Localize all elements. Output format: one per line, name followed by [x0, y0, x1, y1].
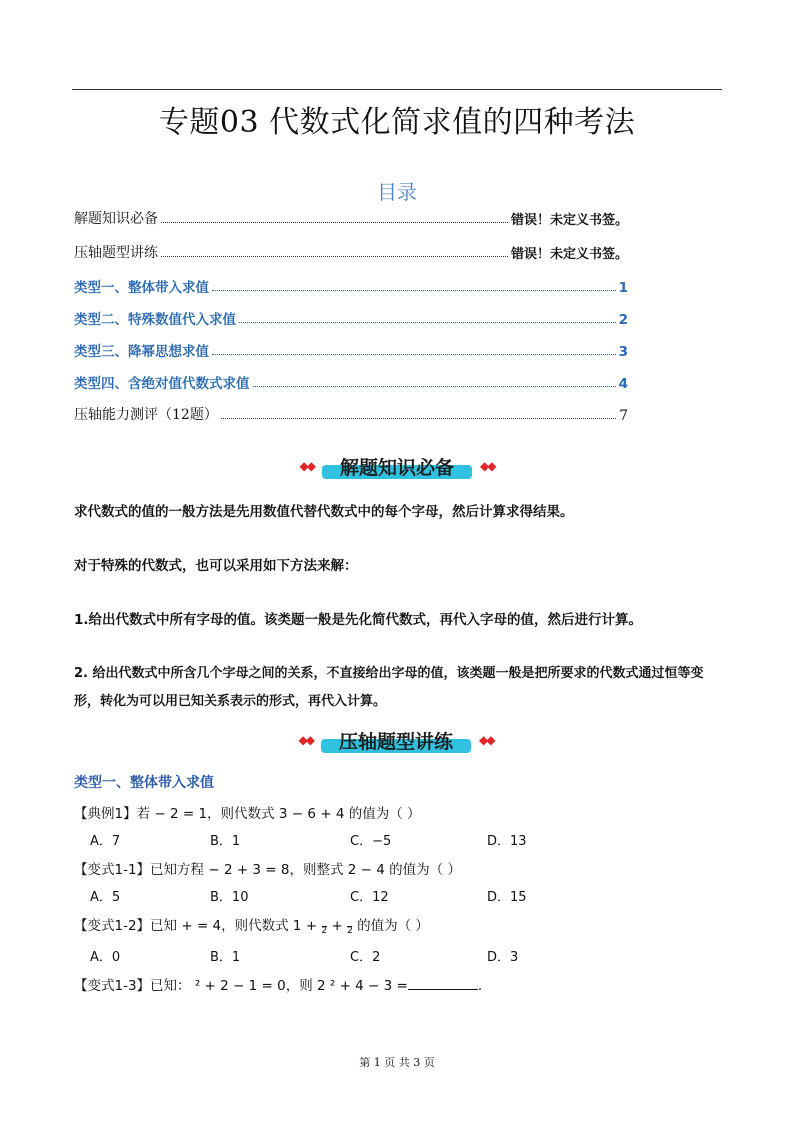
toc-entry-label: 压轴题型讲练 — [74, 245, 158, 261]
answer-blank[interactable] — [408, 977, 478, 990]
page-title: 专题03 代数式化简求值的四种考法 — [158, 105, 636, 140]
toc-leader — [253, 385, 616, 387]
option-c[interactable]: C．−5 — [350, 834, 392, 849]
knowledge-paragraph: 1.给出代数式中所有字母的值。该类题一般是先化简代数式，再代入字母的值，然后进行计算。 — [74, 612, 643, 628]
toc-entry-page: 7 — [619, 408, 628, 424]
fraction-denominator: 2 — [347, 926, 353, 936]
toc-entry-label: 类型二、特殊数值代入求值 — [74, 312, 236, 328]
option-d[interactable]: D．13 — [487, 834, 527, 849]
banner-label: 压轴题型讲练 — [321, 725, 471, 756]
option-a[interactable]: A．0 — [90, 950, 121, 965]
page-footer: 第 1 页 共 3 页 — [359, 1056, 435, 1069]
toc-entry-label: 类型一、整体带入求值 — [74, 280, 209, 296]
knowledge-paragraph: 求代数式的值的一般方法是先用数值代替代数式中的每个字母，然后计算求得结果。 — [74, 504, 574, 520]
section-heading: 类型一、整体带入求值 — [74, 775, 214, 791]
fraction — [347, 916, 353, 936]
diamond-decor-icon: ◆◆ — [298, 733, 313, 747]
question-stem: 【变式1-1】已知方程 − 2 + 3 = 8，则整式 2 − 4 的值为（ ） — [74, 862, 461, 878]
stem-text: 【变式1-3】已知： ² + 2 − 1 = 0，则 2 ² + 4 − 3 = — [74, 978, 408, 994]
option-b[interactable]: B．1 — [210, 834, 241, 849]
question-stem — [74, 914, 429, 936]
diamond-decor-icon: ◆◆ — [299, 459, 314, 473]
option-d[interactable]: D．15 — [487, 890, 527, 905]
toc-entry-page: 4 — [618, 376, 628, 392]
toc-entry-label: 解题知识必备 — [74, 211, 158, 227]
option-a[interactable]: A．7 — [90, 834, 121, 849]
toc-entry[interactable] — [74, 338, 628, 360]
diamond-decor-icon: ◆◆ — [480, 459, 495, 473]
toc-entry[interactable] — [74, 370, 628, 392]
option-b[interactable]: B．10 — [210, 890, 249, 905]
toc-entry-page: 2 — [618, 312, 628, 328]
toc-entry[interactable] — [74, 240, 628, 262]
toc-entry-label: 类型三、降幂思想求值 — [74, 344, 209, 360]
knowledge-paragraph: 形，转化为可以用已知关系表示的形式，再代入计算。 — [74, 694, 387, 709]
toc-leader — [212, 353, 616, 355]
header-rule — [72, 89, 722, 90]
stem-text: 的值为（ ） — [357, 918, 429, 934]
toc-leader — [161, 221, 508, 223]
toc-entry-page: 1 — [618, 280, 628, 296]
toc-entry[interactable] — [74, 274, 628, 296]
toc-entry-label: 压轴能力测评（12题） — [74, 407, 218, 423]
stem-text: . — [477, 978, 483, 994]
knowledge-paragraph: 2. 给出代数式中所含几个字母之间的关系，不直接给出字母的值，该类题一般是把所要求的代数式通过恒等变 — [74, 666, 704, 681]
toc-leader — [239, 321, 616, 323]
toc-entry[interactable] — [74, 206, 628, 228]
fraction — [321, 916, 327, 936]
question-stem — [74, 974, 482, 994]
knowledge-paragraph: 对于特殊的代数式，也可以采用如下方法来解： — [74, 558, 358, 574]
stem-text: 【变式1-2】已知 + = 4，则代数式 1 + — [74, 918, 318, 934]
toc-leader — [221, 417, 616, 419]
plus-sign: + — [331, 918, 343, 934]
toc-entry-page: 错误！未定义书签。 — [510, 247, 628, 262]
banner-label: 解题知识必备 — [322, 451, 472, 482]
option-c[interactable]: C．2 — [350, 950, 381, 965]
toc-leader — [212, 289, 616, 291]
option-c[interactable]: C．12 — [350, 890, 389, 905]
question-stem: 【典例1】若 − 2 = 1，则代数式 3 − 6 + 4 的值为（ ） — [74, 806, 421, 822]
fraction-denominator: 2 — [321, 926, 328, 936]
diamond-decor-icon: ◆◆ — [479, 733, 494, 747]
toc-entry-page: 3 — [618, 344, 628, 360]
toc-entry-page: 错误！未定义书签。 — [510, 213, 628, 228]
option-d[interactable]: D．3 — [487, 950, 519, 965]
section-banner-knowledge — [277, 452, 517, 480]
toc-entry[interactable] — [74, 306, 628, 328]
toc-leader — [161, 255, 508, 257]
option-b[interactable]: B．1 — [210, 950, 241, 965]
option-a[interactable]: A．5 — [90, 890, 121, 905]
section-banner-practice — [276, 726, 516, 754]
toc-entry[interactable] — [74, 402, 628, 424]
toc-entry-label: 类型四、含绝对值代数式求值 — [74, 376, 250, 392]
toc-heading: 目录 — [377, 180, 417, 204]
